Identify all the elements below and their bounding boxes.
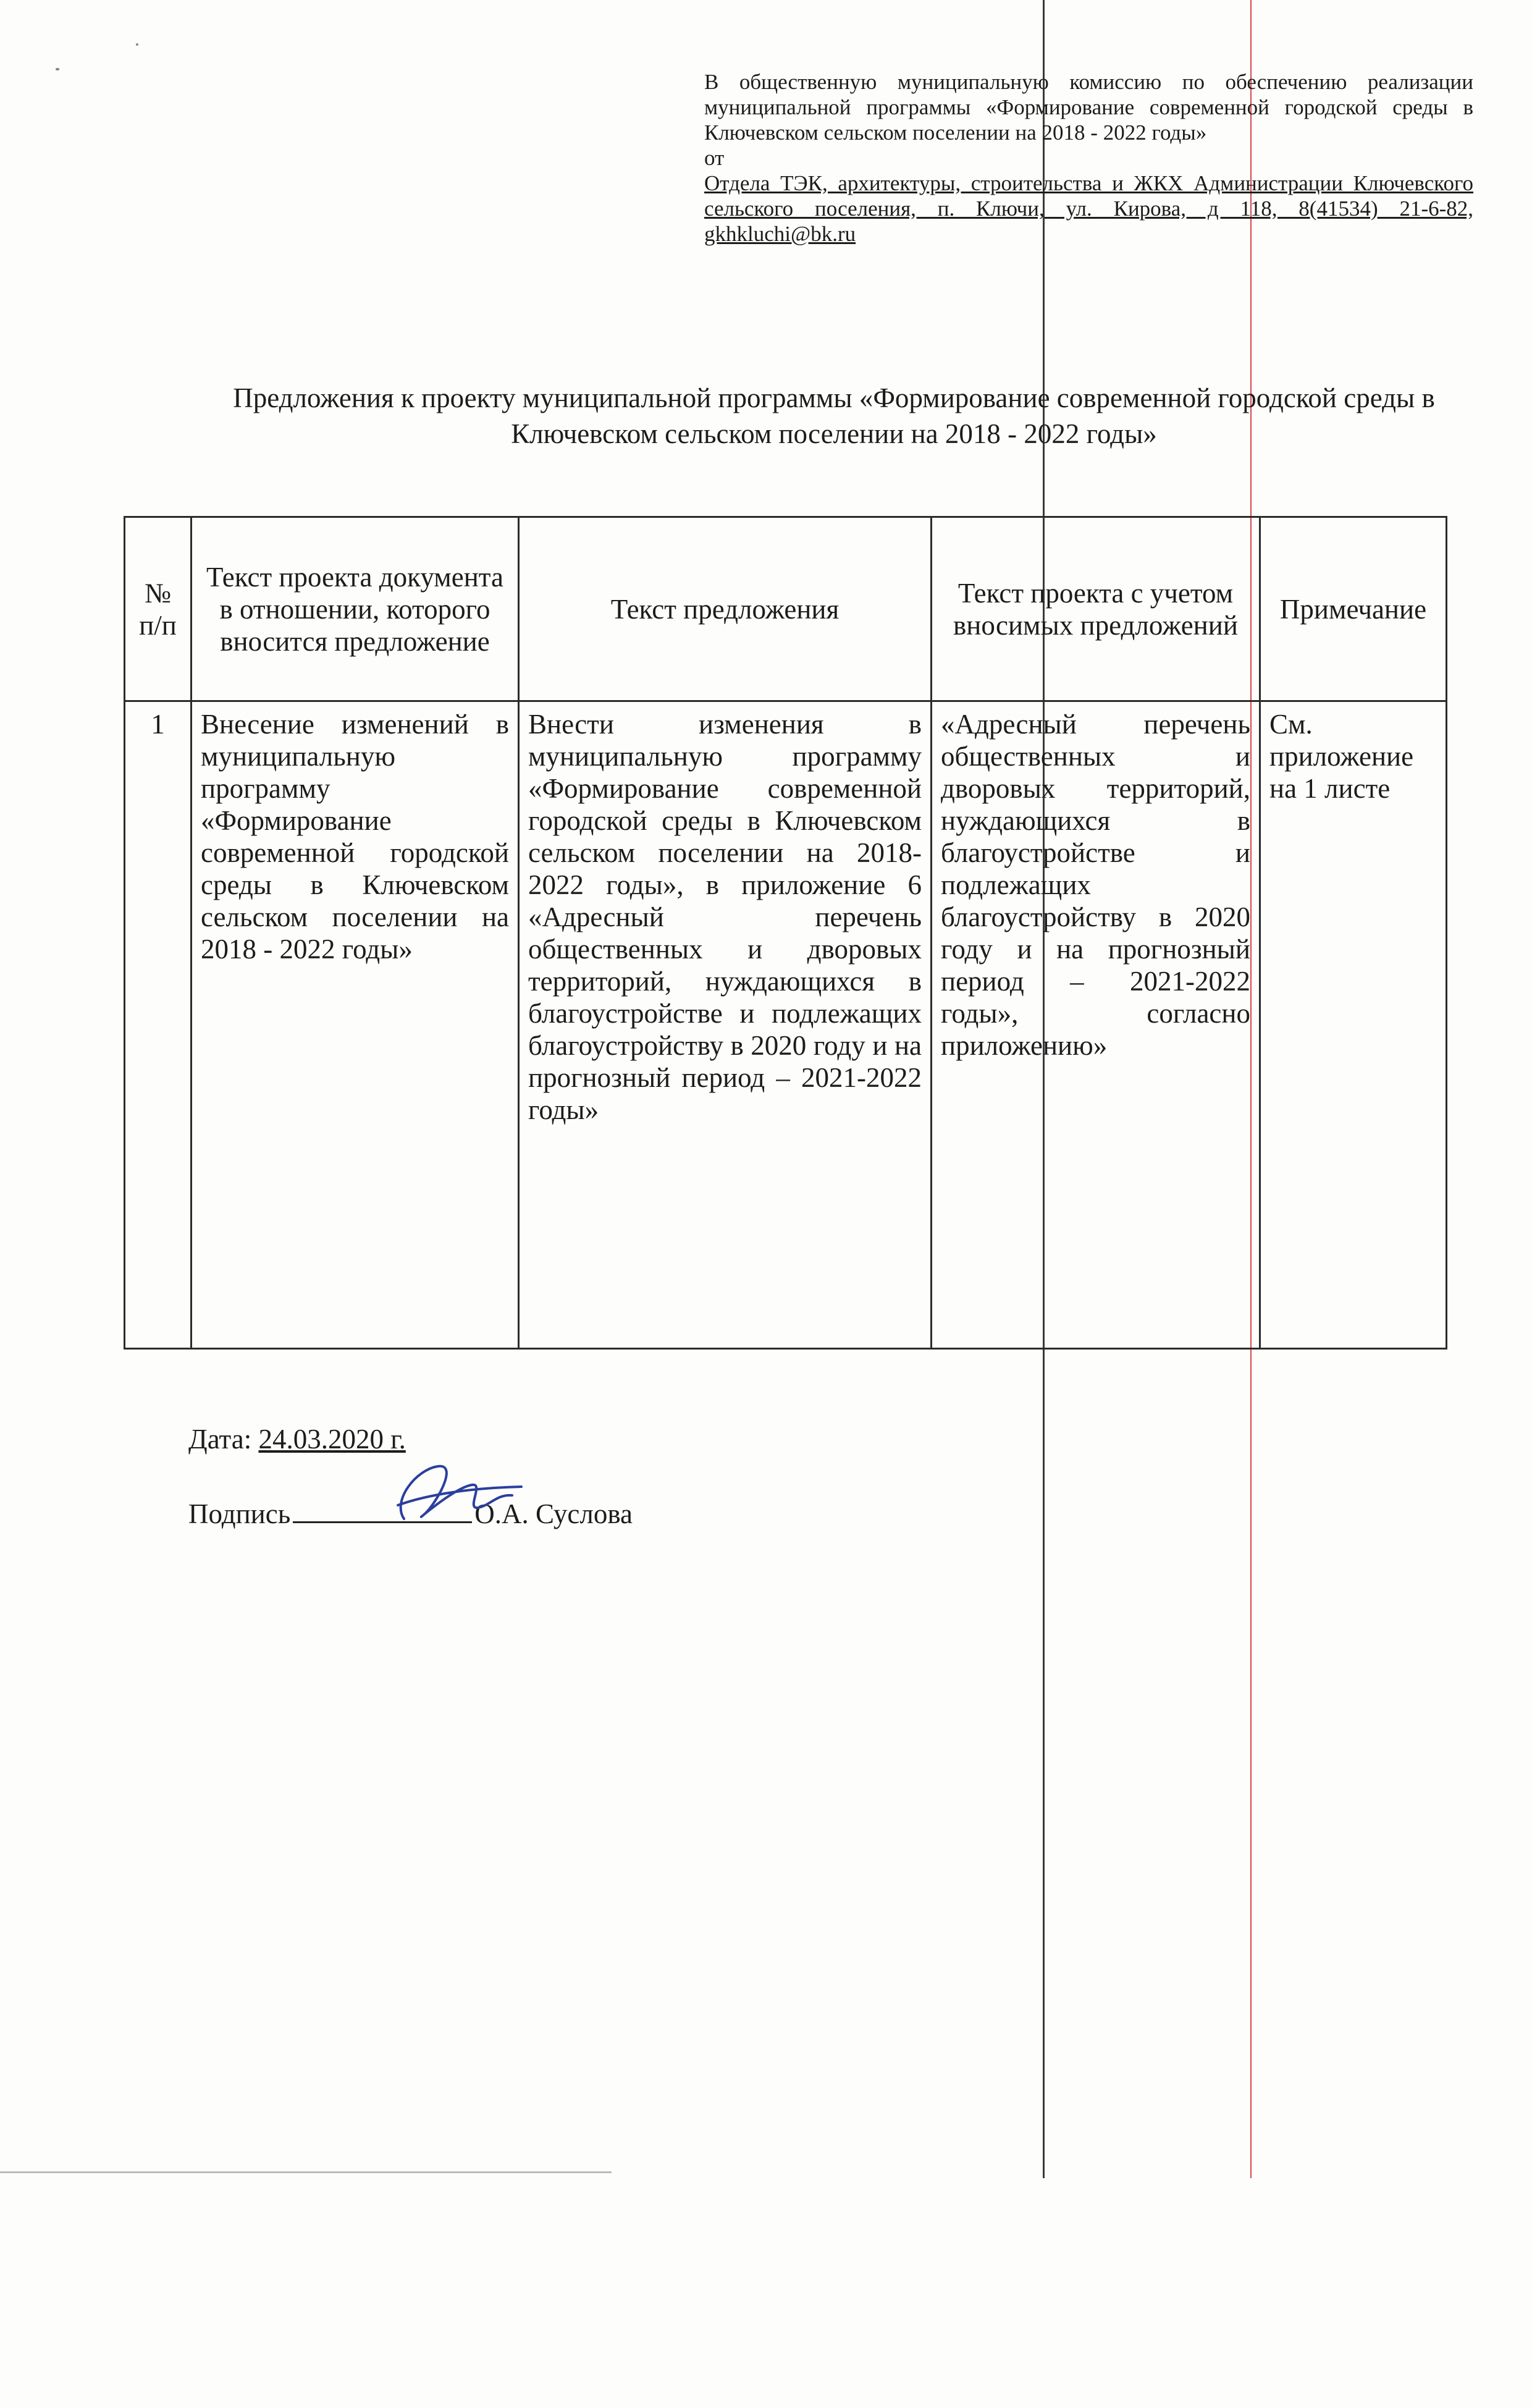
cell-note: См. приложение на 1 листе bbox=[1260, 701, 1447, 1349]
table-row bbox=[125, 701, 1447, 1349]
signature-line bbox=[188, 1494, 633, 1532]
cell-revised-text: «Адресный перечень общественных и дворовых территорий, нуждающихся в благоустройстве и подлежащих благоустройству в 2020 году и на прогнозный период – 2021-2022 годы», согласно приложению» bbox=[932, 701, 1260, 1349]
header-proposal-text: Текст предложения bbox=[519, 517, 932, 701]
cell-number: 1 bbox=[125, 701, 192, 1349]
header-revised-text: Текст проекта с учетом вносимых предложений bbox=[932, 517, 1260, 701]
cell-proposal-text: Внести изменения в муниципальную программу «Формирование современной городской среды в Ключевском сельском поселении на 2018-2022 годы», в приложение 6 «Адресный перечень общественных и дворовых территорий, нуждающихся в благоустройстве и подлежащих благоустройству в 2020 году и на прогнозный период – 2021-2022 годы» bbox=[519, 701, 932, 1349]
proposals-table bbox=[124, 516, 1447, 1350]
header-project-text: Текст проекта документа в отношении, которого вносится предложение bbox=[192, 517, 519, 701]
addressee-from: Отдела ТЭК, архитектуры, строительства и ЖКХ Администрации Ключевского сельского поселения, п. Ключи, ул. Кирова, д 118, 8(41534) 21-6-82, gkhkluchi@bk.ru bbox=[704, 171, 1473, 246]
addressee-block bbox=[704, 69, 1473, 247]
addressee-from-label: от bbox=[704, 146, 725, 170]
handwritten-signature-icon bbox=[379, 1451, 528, 1537]
signature-label: Подпись bbox=[188, 1498, 291, 1529]
date-value: 24.03.2020 г. bbox=[258, 1424, 406, 1455]
table-header-row bbox=[125, 517, 1447, 701]
header-note: Примечание bbox=[1260, 517, 1447, 701]
date-line bbox=[188, 1421, 406, 1457]
addressee-to: В общественную муниципальную комиссию по обеспечению реализации муниципальной программы «Формирование современной городской среды в Ключевском сельском поселении на 2018 - 2022 годы» bbox=[704, 70, 1473, 145]
scan-speck bbox=[136, 43, 138, 46]
scan-speck bbox=[56, 68, 59, 70]
signature-name: О.А. Суслова bbox=[474, 1498, 633, 1529]
header-number: № п/п bbox=[125, 517, 192, 701]
signature-field bbox=[293, 1494, 472, 1523]
scan-artifact-edge bbox=[0, 2171, 612, 2173]
date-label: Дата: bbox=[188, 1424, 252, 1455]
cell-project-text: Внесение изменений в муниципальную программу «Формирование современной городской среды в Ключевском сельском поселении на 2018 - 2022 годы» bbox=[192, 701, 519, 1349]
document-title: Предложения к проекту муниципальной программы «Формирование современной городской среды в Ключевском сельском поселении на 2018 - 2022 годы» bbox=[233, 382, 1435, 449]
